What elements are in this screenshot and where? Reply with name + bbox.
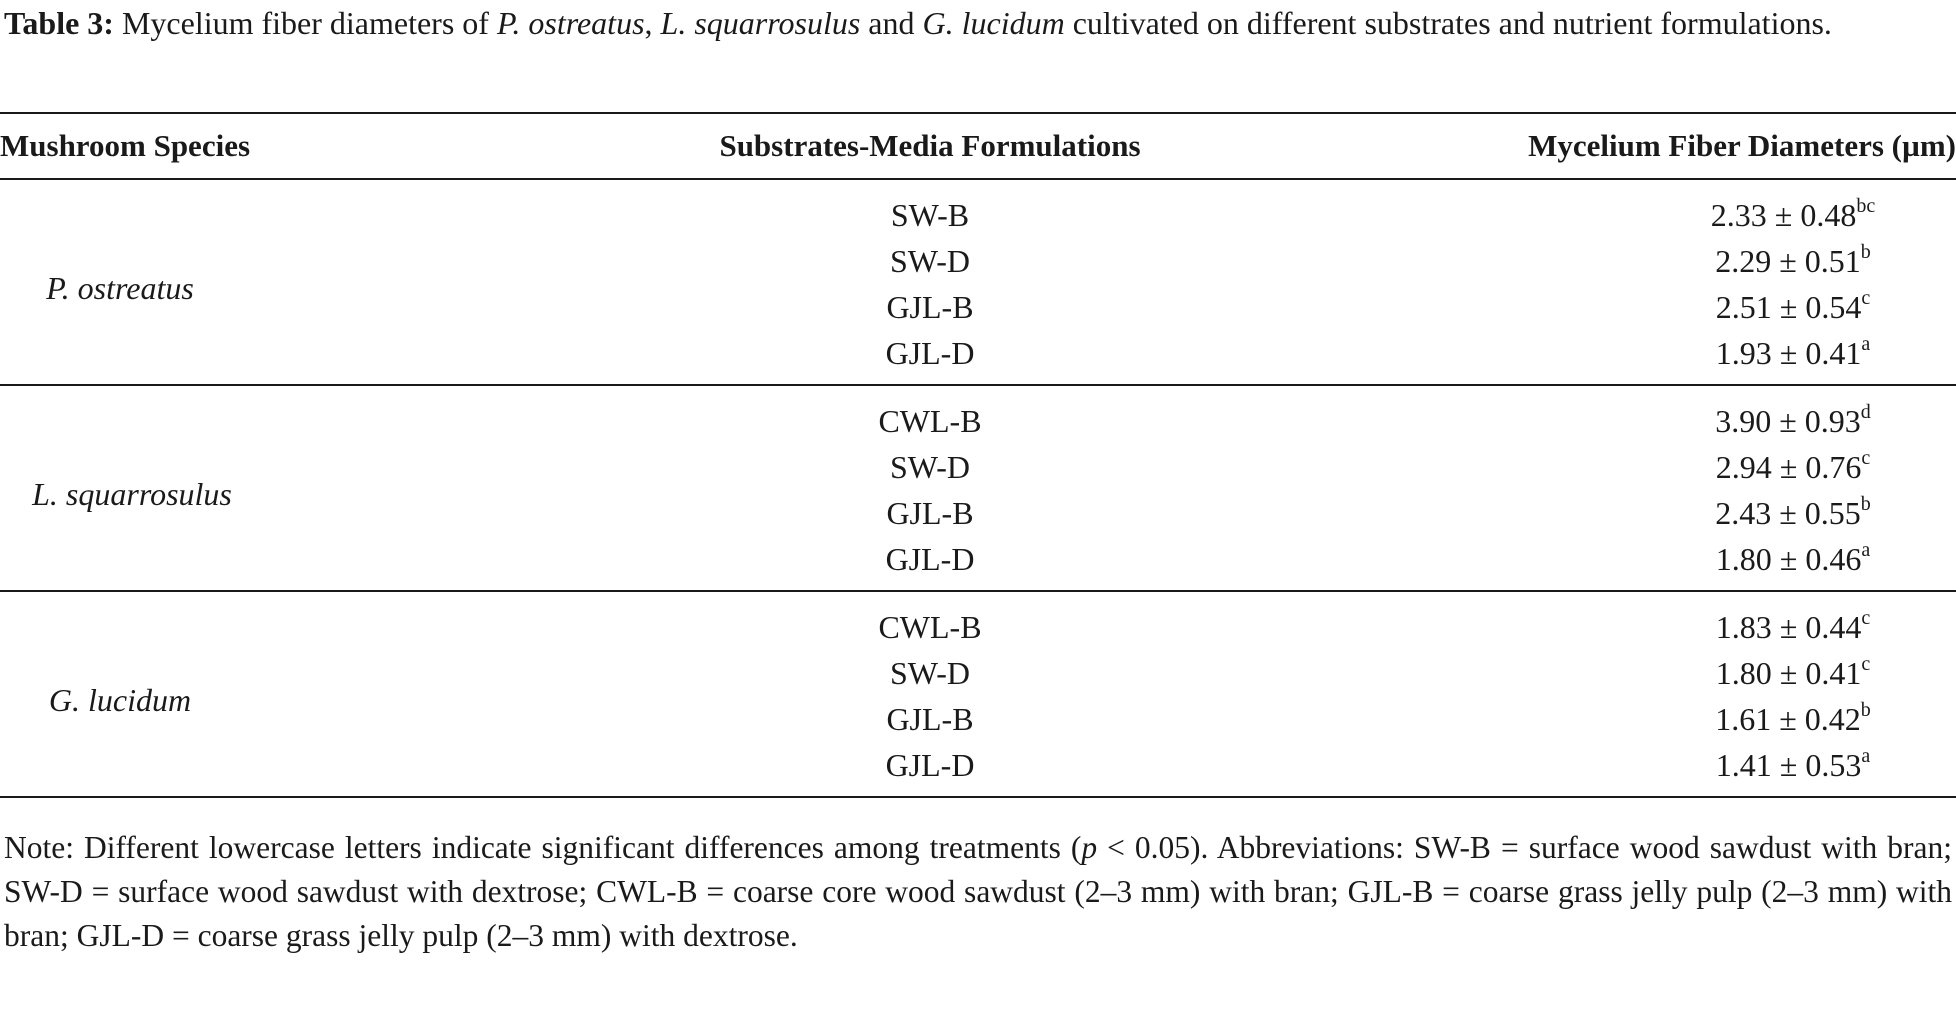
diameter-value: 2.51 ± 0.54 (1715, 288, 1862, 325)
significance-letter: c (1861, 446, 1871, 469)
substrate-cell: CWL-B (878, 402, 982, 439)
caption-species: P. ostreatus (496, 5, 645, 41)
table-row (0, 179, 1956, 238)
table-header-row (0, 113, 1956, 179)
substrate-cell: SW-D (890, 448, 970, 485)
species-name: G. lucidum (0, 591, 560, 797)
substrate-cell: SW-B (890, 196, 970, 233)
diameter-value: 1.80 ± 0.46 (1715, 540, 1862, 577)
diameter-cell (1300, 238, 1956, 284)
significance-letter: c (1861, 606, 1871, 629)
species-name: L. squarrosulus (0, 385, 560, 591)
caption-species: L. squarrosulus (660, 5, 861, 41)
diameter-cell (1300, 696, 1956, 742)
significance-letter: b (1860, 698, 1871, 721)
diameter-value: 2.94 ± 0.76 (1715, 448, 1862, 485)
species-name: P. ostreatus (0, 179, 560, 385)
caption-species: G. lucidum (922, 5, 1065, 41)
caption-text: cultivated on different substrates and nutrient formulations. (1064, 5, 1832, 41)
diameter-cell (1300, 179, 1956, 238)
diameter-cell (1300, 591, 1956, 650)
table-note (4, 826, 1952, 958)
diameter-cell (1300, 385, 1956, 444)
table-row (0, 591, 1956, 650)
significance-letter: b (1860, 240, 1871, 263)
note-text: < 0.05). Abbreviations: SW-B = surface wood sawdust with bran; SW-D = surface wood sawdust with dextrose; CWL-B = coarse core wood sawdust (2–3 mm) with bran; GJL-B = coarse grass jelly pulp (2–3 mm) with bran; GJL-D = coarse grass jelly pulp (2–3 mm) with dextrose. (4, 830, 1952, 953)
substrate-cell: SW-D (890, 242, 970, 279)
caption-text: Mycelium fiber diameters of (113, 5, 497, 41)
significance-letter: bc (1856, 194, 1876, 217)
substrate-cell: GJL-D (560, 330, 1300, 385)
significance-letter: a (1861, 332, 1871, 355)
substrate-cell: SW-D (890, 654, 970, 691)
significance-letter: a (1861, 538, 1871, 561)
substrate-cell: GJL-D (560, 536, 1300, 591)
diameter-value: 1.61 ± 0.42 (1715, 700, 1861, 737)
substrate-cell: GJL-B (886, 288, 974, 325)
caption-text: and (860, 5, 923, 41)
diameter-value: 3.90 ± 0.93 (1715, 402, 1861, 439)
significance-letter: c (1861, 286, 1871, 309)
table-caption (4, 2, 1952, 45)
note-text: Note: Different lowercase letters indicate significant differences among treatments ( (4, 830, 1082, 865)
significance-letter: d (1860, 400, 1871, 423)
substrate-cell: GJL-B (886, 700, 974, 737)
data-table (0, 112, 1956, 798)
diameter-cell (1300, 650, 1956, 696)
table-row (0, 385, 1956, 444)
caption-text: , (644, 5, 661, 41)
p-symbol: p (1081, 830, 1098, 865)
column-header-diameter: Mycelium Fiber Diameters (µm) (1300, 113, 1956, 179)
diameter-cell (1300, 330, 1956, 385)
diameter-cell (1300, 536, 1956, 591)
species-group-l-squarrosulus (0, 385, 1956, 591)
substrate-cell: GJL-B (886, 494, 974, 531)
diameter-cell (1300, 284, 1956, 330)
diameter-cell (1300, 444, 1956, 490)
significance-letter: a (1861, 744, 1871, 767)
diameter-value: 2.29 ± 0.51 (1715, 242, 1861, 279)
species-group-g-lucidum (0, 591, 1956, 797)
column-header-substrate: Substrates-Media Formulations (560, 113, 1300, 179)
diameter-value: 1.41 ± 0.53 (1715, 746, 1862, 783)
species-group-p-ostreatus (0, 179, 1956, 385)
significance-letter: c (1861, 652, 1871, 675)
diameter-value: 1.83 ± 0.44 (1715, 608, 1862, 645)
substrate-cell: GJL-D (560, 742, 1300, 797)
diameter-cell (1300, 490, 1956, 536)
diameter-value: 1.80 ± 0.41 (1715, 654, 1862, 691)
diameter-value: 2.43 ± 0.55 (1715, 494, 1861, 531)
diameter-value: 2.33 ± 0.48 (1710, 196, 1857, 233)
diameter-value: 1.93 ± 0.41 (1715, 334, 1862, 371)
column-header-species: Mushroom Species (0, 113, 560, 179)
significance-letter: b (1860, 492, 1871, 515)
table-label: Table 3: (4, 5, 114, 41)
substrate-cell: CWL-B (878, 608, 982, 645)
diameter-cell (1300, 742, 1956, 797)
